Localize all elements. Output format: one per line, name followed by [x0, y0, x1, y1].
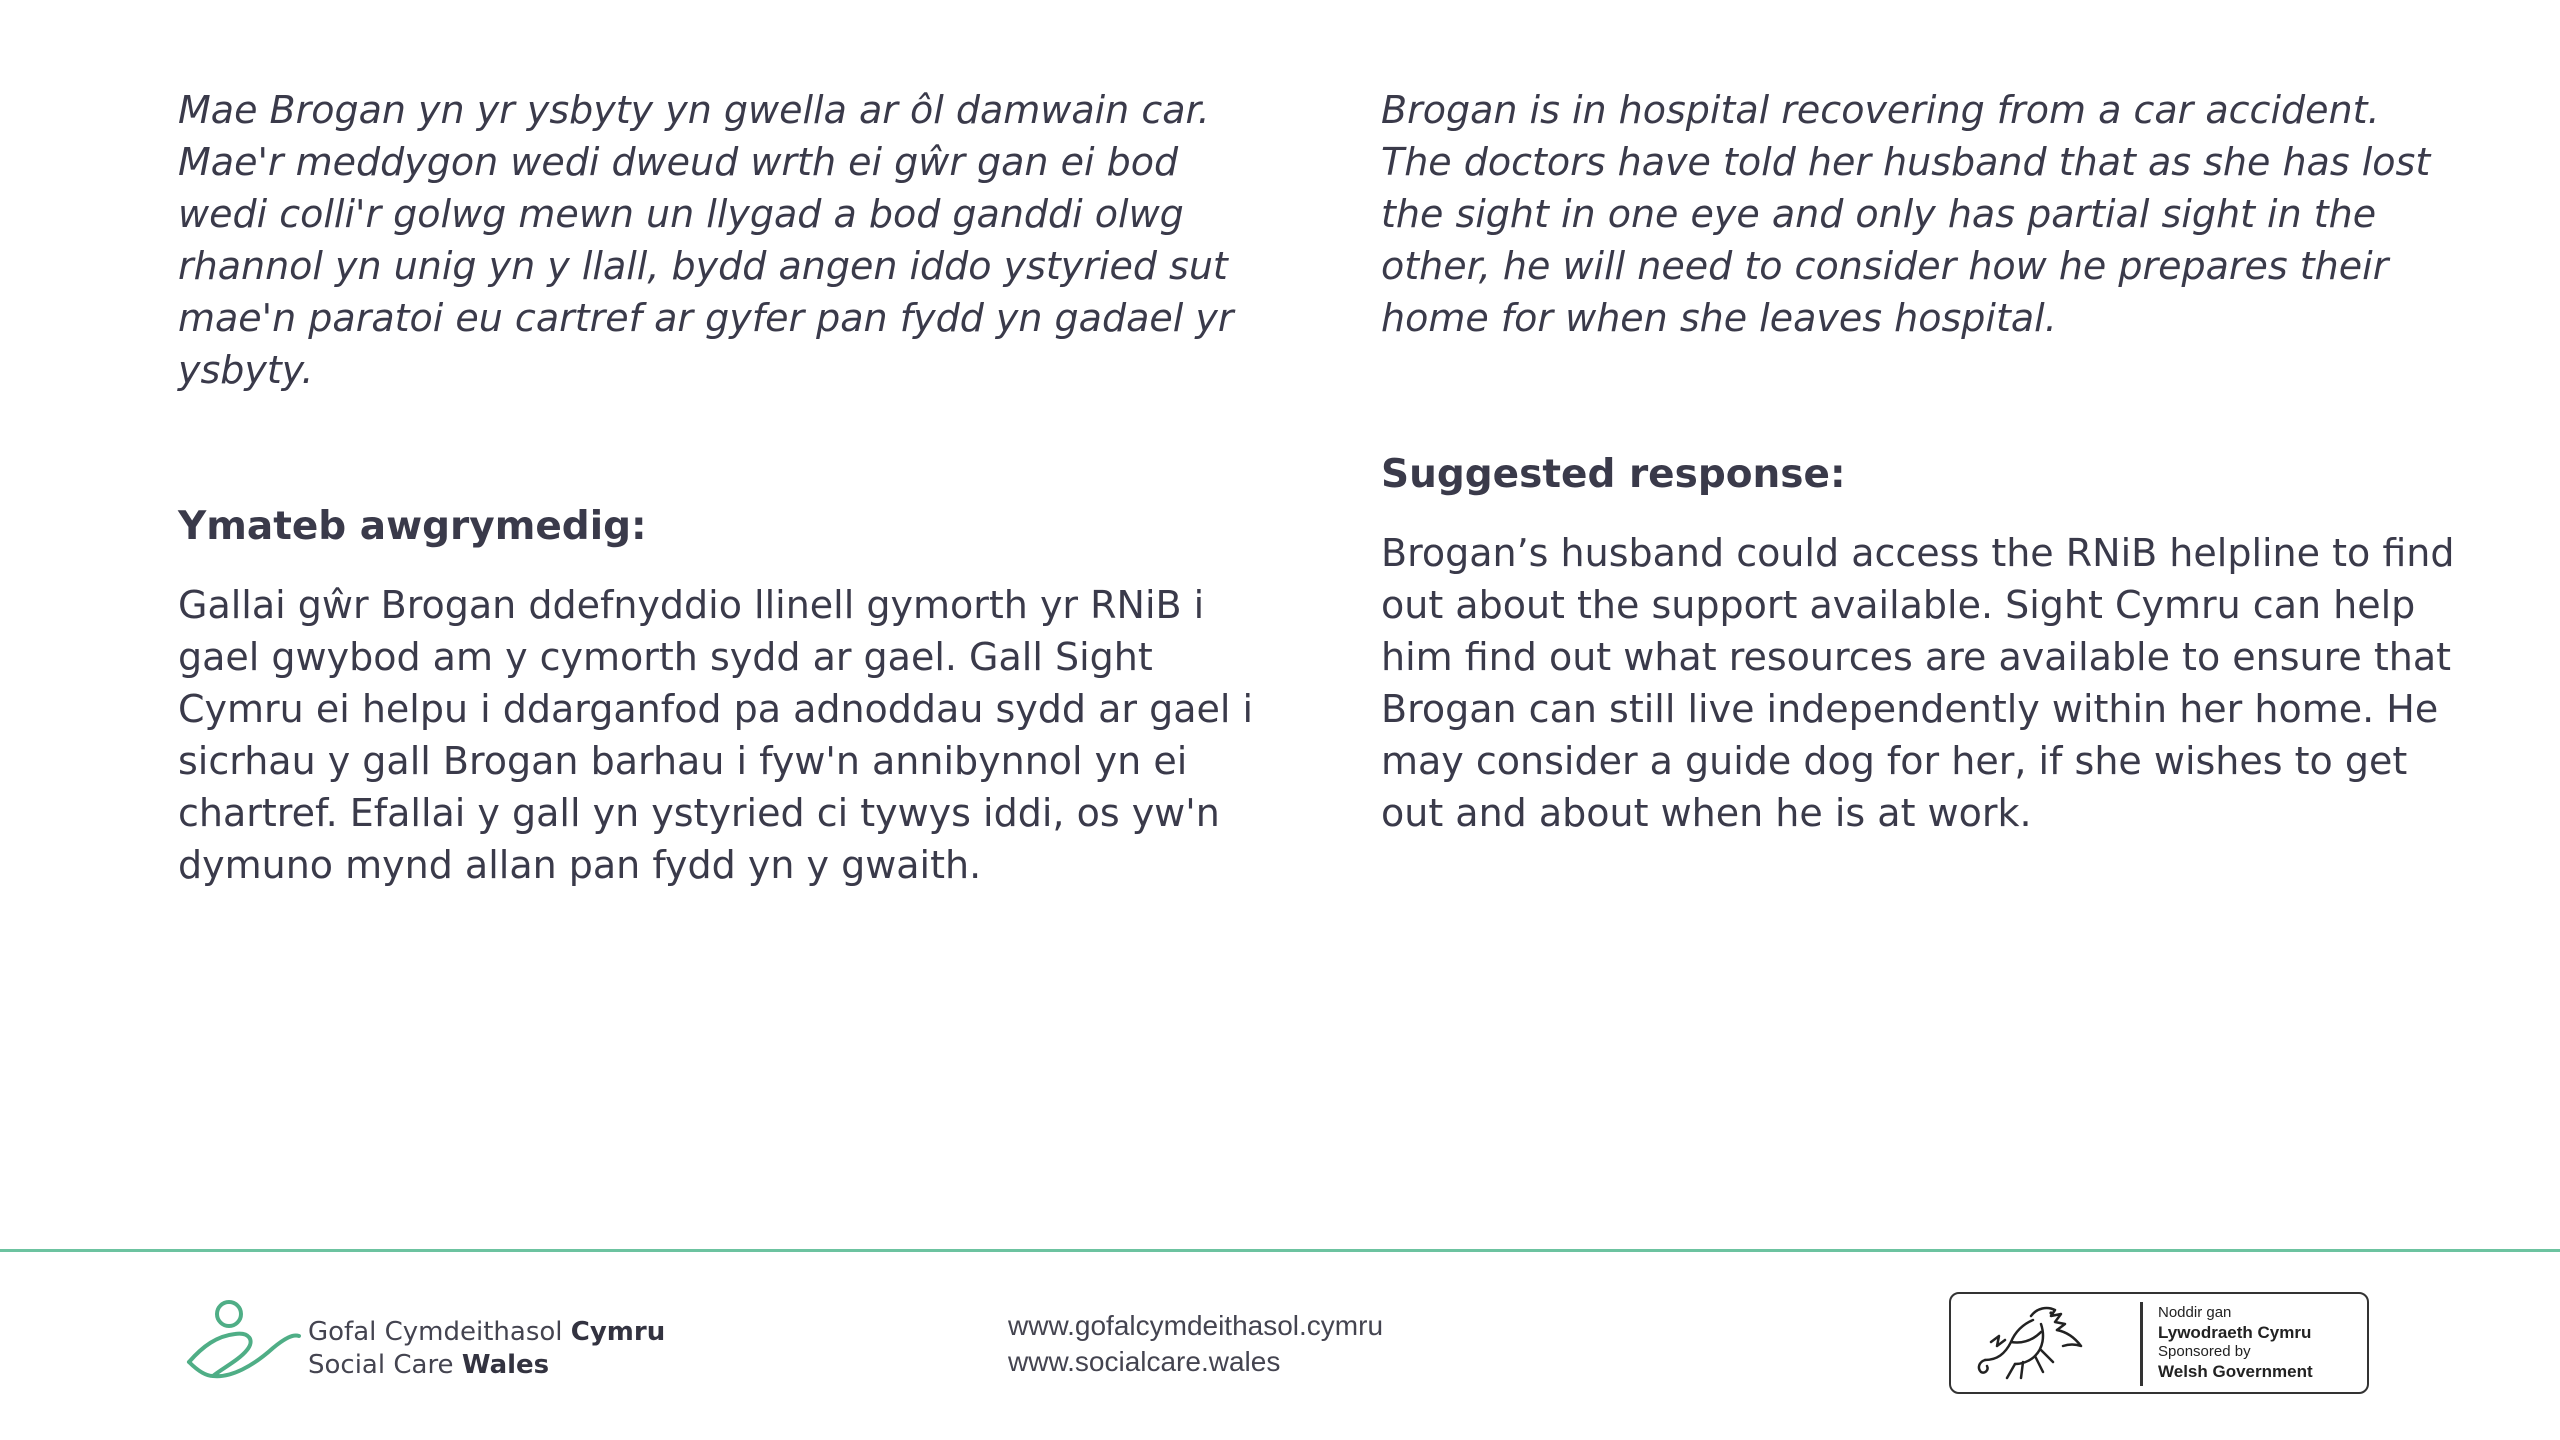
footer-divider — [0, 1249, 2560, 1252]
welsh-column — [178, 84, 1258, 891]
welsh-scenario-text: Mae Brogan yn yr ysbyty yn gwella ar ôl damwain car. Mae'r meddygon wedi dweud wrth ei gŵr gan ei bod wedi colli'r golwg mewn un llygad a bod ganddi olwg rhannol yn unig yn y llall, bydd angen iddo ystyried sut mae'n paratoi eu cartref ar gyfer pan fydd yn gadael yr ysbyty. — [178, 88, 1234, 392]
english-response-text: Brogan’s husband could access the RNiB helpline to find out about the support available. Sight Cymru can help him find out what resources are available to ensure that Brogan can still live independently within her home. He may consider a guide dog for her, if she wishes to get out and about when he is at work. — [1381, 531, 2455, 835]
sponsor-text — [2158, 1304, 2313, 1382]
social-care-wales-logo — [183, 1296, 723, 1386]
lywodraeth-cymru-label: Lywodraeth Cymru — [2158, 1323, 2312, 1342]
english-column — [1381, 84, 2461, 839]
welsh-government-label: Welsh Government — [2158, 1362, 2313, 1381]
sponsored-by-label: Sponsored by — [2158, 1343, 2251, 1360]
english-response-heading: Suggested response: — [1381, 452, 1846, 497]
footer-urls — [1008, 1308, 1383, 1380]
welsh-dragon-icon — [1971, 1302, 2089, 1386]
noddir-gan-label: Noddir gan — [2158, 1304, 2232, 1321]
english-website-link[interactable]: www.socialcare.wales — [1008, 1346, 1281, 1377]
welsh-response-text: Gallai gŵr Brogan ddefnyddio llinell gymorth yr RNiB i gael gwybod am y cymorth sydd ar gael. Gall Sight Cymru ei helpu i ddarganfod pa adnoddau sydd ar gael i sicrhau y gall Brogan barhau i fyw'n annibynnol yn ei chartref. Efallai y gall yn ystyried ci tywys iddi, os yw'n dymuno mynd allan pan fydd yn y gwaith. — [178, 583, 1254, 887]
welsh-response-heading: Ymateb awgrymedig: — [178, 504, 647, 549]
english-scenario-text: Brogan is in hospital recovering from a car accident. The doctors have told her husband that as she has lost the sight in one eye and only has partial sight in the other, he will need to consider how he prepares their home for when she leaves hospital. — [1381, 88, 2431, 340]
welsh-government-sponsor-badge — [1949, 1292, 2369, 1394]
badge-divider — [2140, 1302, 2143, 1386]
social-care-wales-logo-text: Gofal Cymdeithasol Cymru Social Care Wales — [308, 1317, 666, 1380]
social-care-wales-logo-icon — [183, 1296, 303, 1386]
welsh-website-link[interactable]: www.gofalcymdeithasol.cymru — [1008, 1310, 1384, 1341]
